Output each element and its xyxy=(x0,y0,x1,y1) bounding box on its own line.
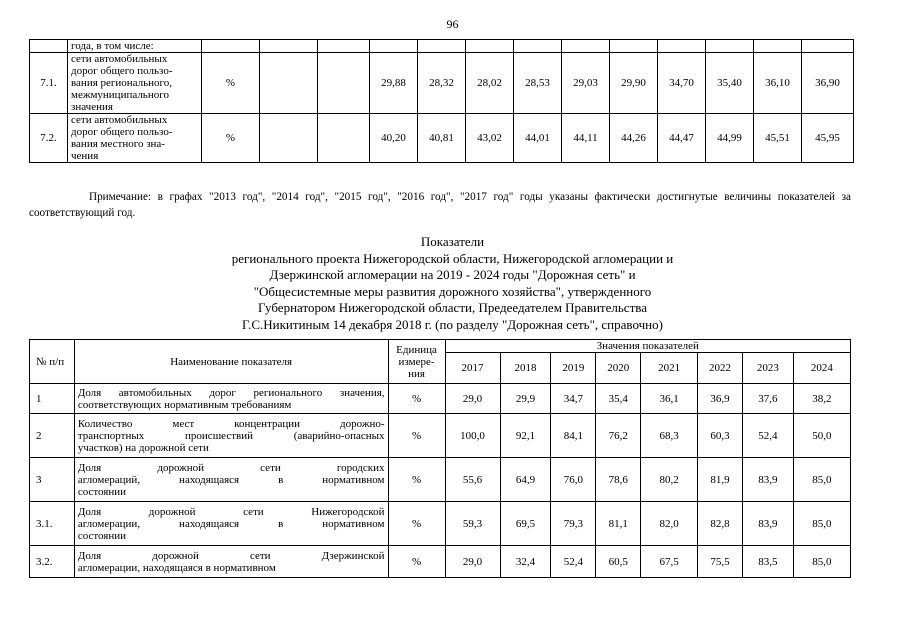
name-line: состоянии xyxy=(77,485,127,498)
empty-cell xyxy=(318,53,370,114)
value-cell: 45,95 xyxy=(802,114,854,163)
page-number: 96 xyxy=(446,17,459,31)
unit-cell: % xyxy=(388,414,445,458)
empty-cell xyxy=(260,53,318,114)
value-cell: 85,0 xyxy=(793,458,850,502)
name-line: вания местного зна- xyxy=(71,138,165,150)
heading-line: регионального проекта Нижегородской области, Нижегородской агломерации и xyxy=(231,250,674,266)
name-line: сети автомобильных xyxy=(71,53,168,65)
unit-cell: % xyxy=(388,546,445,578)
heading-line: "Общесистемные меры развития дорожного хозяйства", утвержденного xyxy=(253,283,652,299)
row-id-cell: 3.2. xyxy=(30,546,75,578)
name-line: сети автомобильных xyxy=(71,114,168,126)
value-cell: 36,9 xyxy=(698,384,743,414)
col-header-year: 2019 xyxy=(551,353,596,384)
table-row xyxy=(30,114,854,163)
row-id-cell: 2 xyxy=(30,414,75,458)
name-line: соответствующих нормативным требованиям xyxy=(77,398,292,411)
heading-line: Губернатором Нижегородской области, Предеедателем Правительства xyxy=(258,300,647,315)
value-cell: 29,9 xyxy=(500,384,551,414)
empty-cell xyxy=(610,40,658,53)
empty-cell xyxy=(754,40,802,53)
unit-cell: % xyxy=(202,53,260,114)
value-cell: 29,90 xyxy=(610,53,658,114)
name-line: Доля дорожной сети Дзержинской xyxy=(77,549,385,562)
value-cell: 84,1 xyxy=(551,414,596,458)
row-id-cell: 7.1. xyxy=(30,53,68,114)
heading-line: Дзержинской агломерации на 2019 - 2024 годы "Дорожная сеть" и xyxy=(269,267,636,282)
row-name-cell xyxy=(68,53,202,114)
value-cell: 44,11 xyxy=(562,114,610,163)
unit-cell: % xyxy=(388,384,445,414)
row-name-cell xyxy=(74,384,388,414)
empty-cell xyxy=(802,40,854,53)
empty-cell xyxy=(318,114,370,163)
main-indicators-table xyxy=(29,339,851,578)
name-line: агломерации, находящаяся в нормативном xyxy=(77,561,276,574)
value-cell: 67,5 xyxy=(641,546,698,578)
section-heading xyxy=(150,234,755,333)
top-indicators-table xyxy=(29,39,854,163)
row-name-cell xyxy=(74,458,388,502)
value-cell: 92,1 xyxy=(500,414,551,458)
value-cell: 79,3 xyxy=(551,502,596,546)
empty-cell xyxy=(418,40,466,53)
value-cell: 44,99 xyxy=(706,114,754,163)
name-line: агломерации, находящаяся в нормативном xyxy=(77,517,385,530)
value-cell: 100,0 xyxy=(445,414,500,458)
value-cell: 82,8 xyxy=(698,502,743,546)
value-cell: 78,6 xyxy=(596,458,641,502)
col-header-year: 2017 xyxy=(445,353,500,384)
table-row xyxy=(30,414,851,458)
unit-cell: % xyxy=(388,458,445,502)
row-id-cell: 7.2. xyxy=(30,114,68,163)
name-line: вания регионального, xyxy=(71,77,173,89)
value-cell: 81,9 xyxy=(698,458,743,502)
value-cell: 59,3 xyxy=(445,502,500,546)
col-header-year: 2024 xyxy=(793,353,850,384)
value-cell: 29,0 xyxy=(445,384,500,414)
table-row xyxy=(30,458,851,502)
value-cell: 85,0 xyxy=(793,546,850,578)
value-cell: 40,20 xyxy=(370,114,418,163)
value-cell: 38,2 xyxy=(793,384,850,414)
value-cell: 75,5 xyxy=(698,546,743,578)
row-id-cell: 3 xyxy=(30,458,75,502)
value-cell: 69,5 xyxy=(500,502,551,546)
name-line: Доля дорожной сети городских xyxy=(77,461,385,474)
row-name-cell: года, в том числе: xyxy=(68,40,202,53)
row-name-cell xyxy=(74,546,388,578)
col-header-year: 2020 xyxy=(596,353,641,384)
value-cell: 76,2 xyxy=(596,414,641,458)
col-header-num: № п/п xyxy=(30,340,75,384)
col-header-name: Наименование показателя xyxy=(74,340,388,384)
col-header-year: 2023 xyxy=(742,353,793,384)
value-cell: 43,02 xyxy=(466,114,514,163)
value-cell: 81,1 xyxy=(596,502,641,546)
table-row xyxy=(30,546,851,578)
value-cell: 32,4 xyxy=(500,546,551,578)
row-name-cell xyxy=(74,414,388,458)
value-cell: 85,0 xyxy=(793,502,850,546)
name-line: значения xyxy=(71,101,113,113)
empty-cell xyxy=(706,40,754,53)
name-line: агломераций, находящаяся в нормативном xyxy=(77,473,385,486)
value-cell: 34,7 xyxy=(551,384,596,414)
value-cell: 60,3 xyxy=(698,414,743,458)
row-id-cell xyxy=(30,40,68,53)
value-cell: 34,70 xyxy=(658,53,706,114)
value-cell: 60,5 xyxy=(596,546,641,578)
value-cell: 83,9 xyxy=(742,502,793,546)
table-row xyxy=(30,53,854,114)
empty-cell xyxy=(260,40,318,53)
col-header-year: 2022 xyxy=(698,353,743,384)
empty-cell xyxy=(318,40,370,53)
value-cell: 52,4 xyxy=(551,546,596,578)
value-cell: 36,1 xyxy=(641,384,698,414)
value-cell: 36,10 xyxy=(754,53,802,114)
value-cell: 28,53 xyxy=(514,53,562,114)
unit-cell: % xyxy=(388,502,445,546)
value-cell: 29,03 xyxy=(562,53,610,114)
row-name-cell xyxy=(74,502,388,546)
row-name-cell xyxy=(68,114,202,163)
name-line: состоянии xyxy=(77,529,127,542)
value-cell: 80,2 xyxy=(641,458,698,502)
value-cell: 45,51 xyxy=(754,114,802,163)
value-cell: 83,5 xyxy=(742,546,793,578)
name-line: Доля дорожной сети Нижегородской xyxy=(77,505,385,518)
value-cell: 28,02 xyxy=(466,53,514,114)
value-cell: 28,32 xyxy=(418,53,466,114)
name-line: транспортных происшествий (аварийно-опасных xyxy=(77,429,385,442)
value-cell: 35,4 xyxy=(596,384,641,414)
table-row xyxy=(30,384,851,414)
name-line: межмуниципального xyxy=(71,89,169,101)
col-header-values-group: Значения показателей xyxy=(445,340,850,353)
value-cell: 83,9 xyxy=(742,458,793,502)
name-line: чения xyxy=(71,150,99,162)
value-cell: 44,47 xyxy=(658,114,706,163)
value-cell: 76,0 xyxy=(551,458,596,502)
value-cell: 44,26 xyxy=(610,114,658,163)
col-header-year: 2018 xyxy=(500,353,551,384)
empty-cell xyxy=(658,40,706,53)
value-cell: 82,0 xyxy=(641,502,698,546)
name-line: участков) на дорожной сети xyxy=(77,441,209,454)
value-cell: 36,90 xyxy=(802,53,854,114)
row-id-cell: 1 xyxy=(30,384,75,414)
empty-cell xyxy=(562,40,610,53)
heading-line: Г.С.Никитиным 14 декабря 2018 г. (по разделу "Дорожная сеть", справочно) xyxy=(242,316,663,332)
name-line: дорог общего пользо- xyxy=(71,65,173,77)
value-cell: 68,3 xyxy=(641,414,698,458)
value-cell: 37,6 xyxy=(742,384,793,414)
value-cell: 29,88 xyxy=(370,53,418,114)
empty-cell xyxy=(370,40,418,53)
row-id-cell: 3.1. xyxy=(30,502,75,546)
col-header-unit: Единица измере-ния xyxy=(388,340,445,384)
empty-cell xyxy=(514,40,562,53)
value-cell: 50,0 xyxy=(793,414,850,458)
name-line: Количество мест концентрации дорожно- xyxy=(77,417,385,430)
empty-cell xyxy=(260,114,318,163)
value-cell: 29,0 xyxy=(445,546,500,578)
name-line: Доля автомобильных дорог регионального значения, xyxy=(77,386,385,399)
value-cell: 40,81 xyxy=(418,114,466,163)
empty-cell xyxy=(202,40,260,53)
unit-cell: % xyxy=(202,114,260,163)
note-text: Примечание: в графах "2013 год", "2014 год", "2015 год", "2016 год", "2017 год" годы указаны фактически достигнутые величины показателей за соответствующий год. xyxy=(29,191,851,219)
value-cell: 44,01 xyxy=(514,114,562,163)
value-cell: 55,6 xyxy=(445,458,500,502)
name-line: дорог общего пользо- xyxy=(71,126,173,138)
table-row xyxy=(30,502,851,546)
empty-cell xyxy=(466,40,514,53)
heading-line: Показатели xyxy=(420,234,485,249)
value-cell: 35,40 xyxy=(706,53,754,114)
value-cell: 64,9 xyxy=(500,458,551,502)
col-header-year: 2021 xyxy=(641,353,698,384)
value-cell: 52,4 xyxy=(742,414,793,458)
